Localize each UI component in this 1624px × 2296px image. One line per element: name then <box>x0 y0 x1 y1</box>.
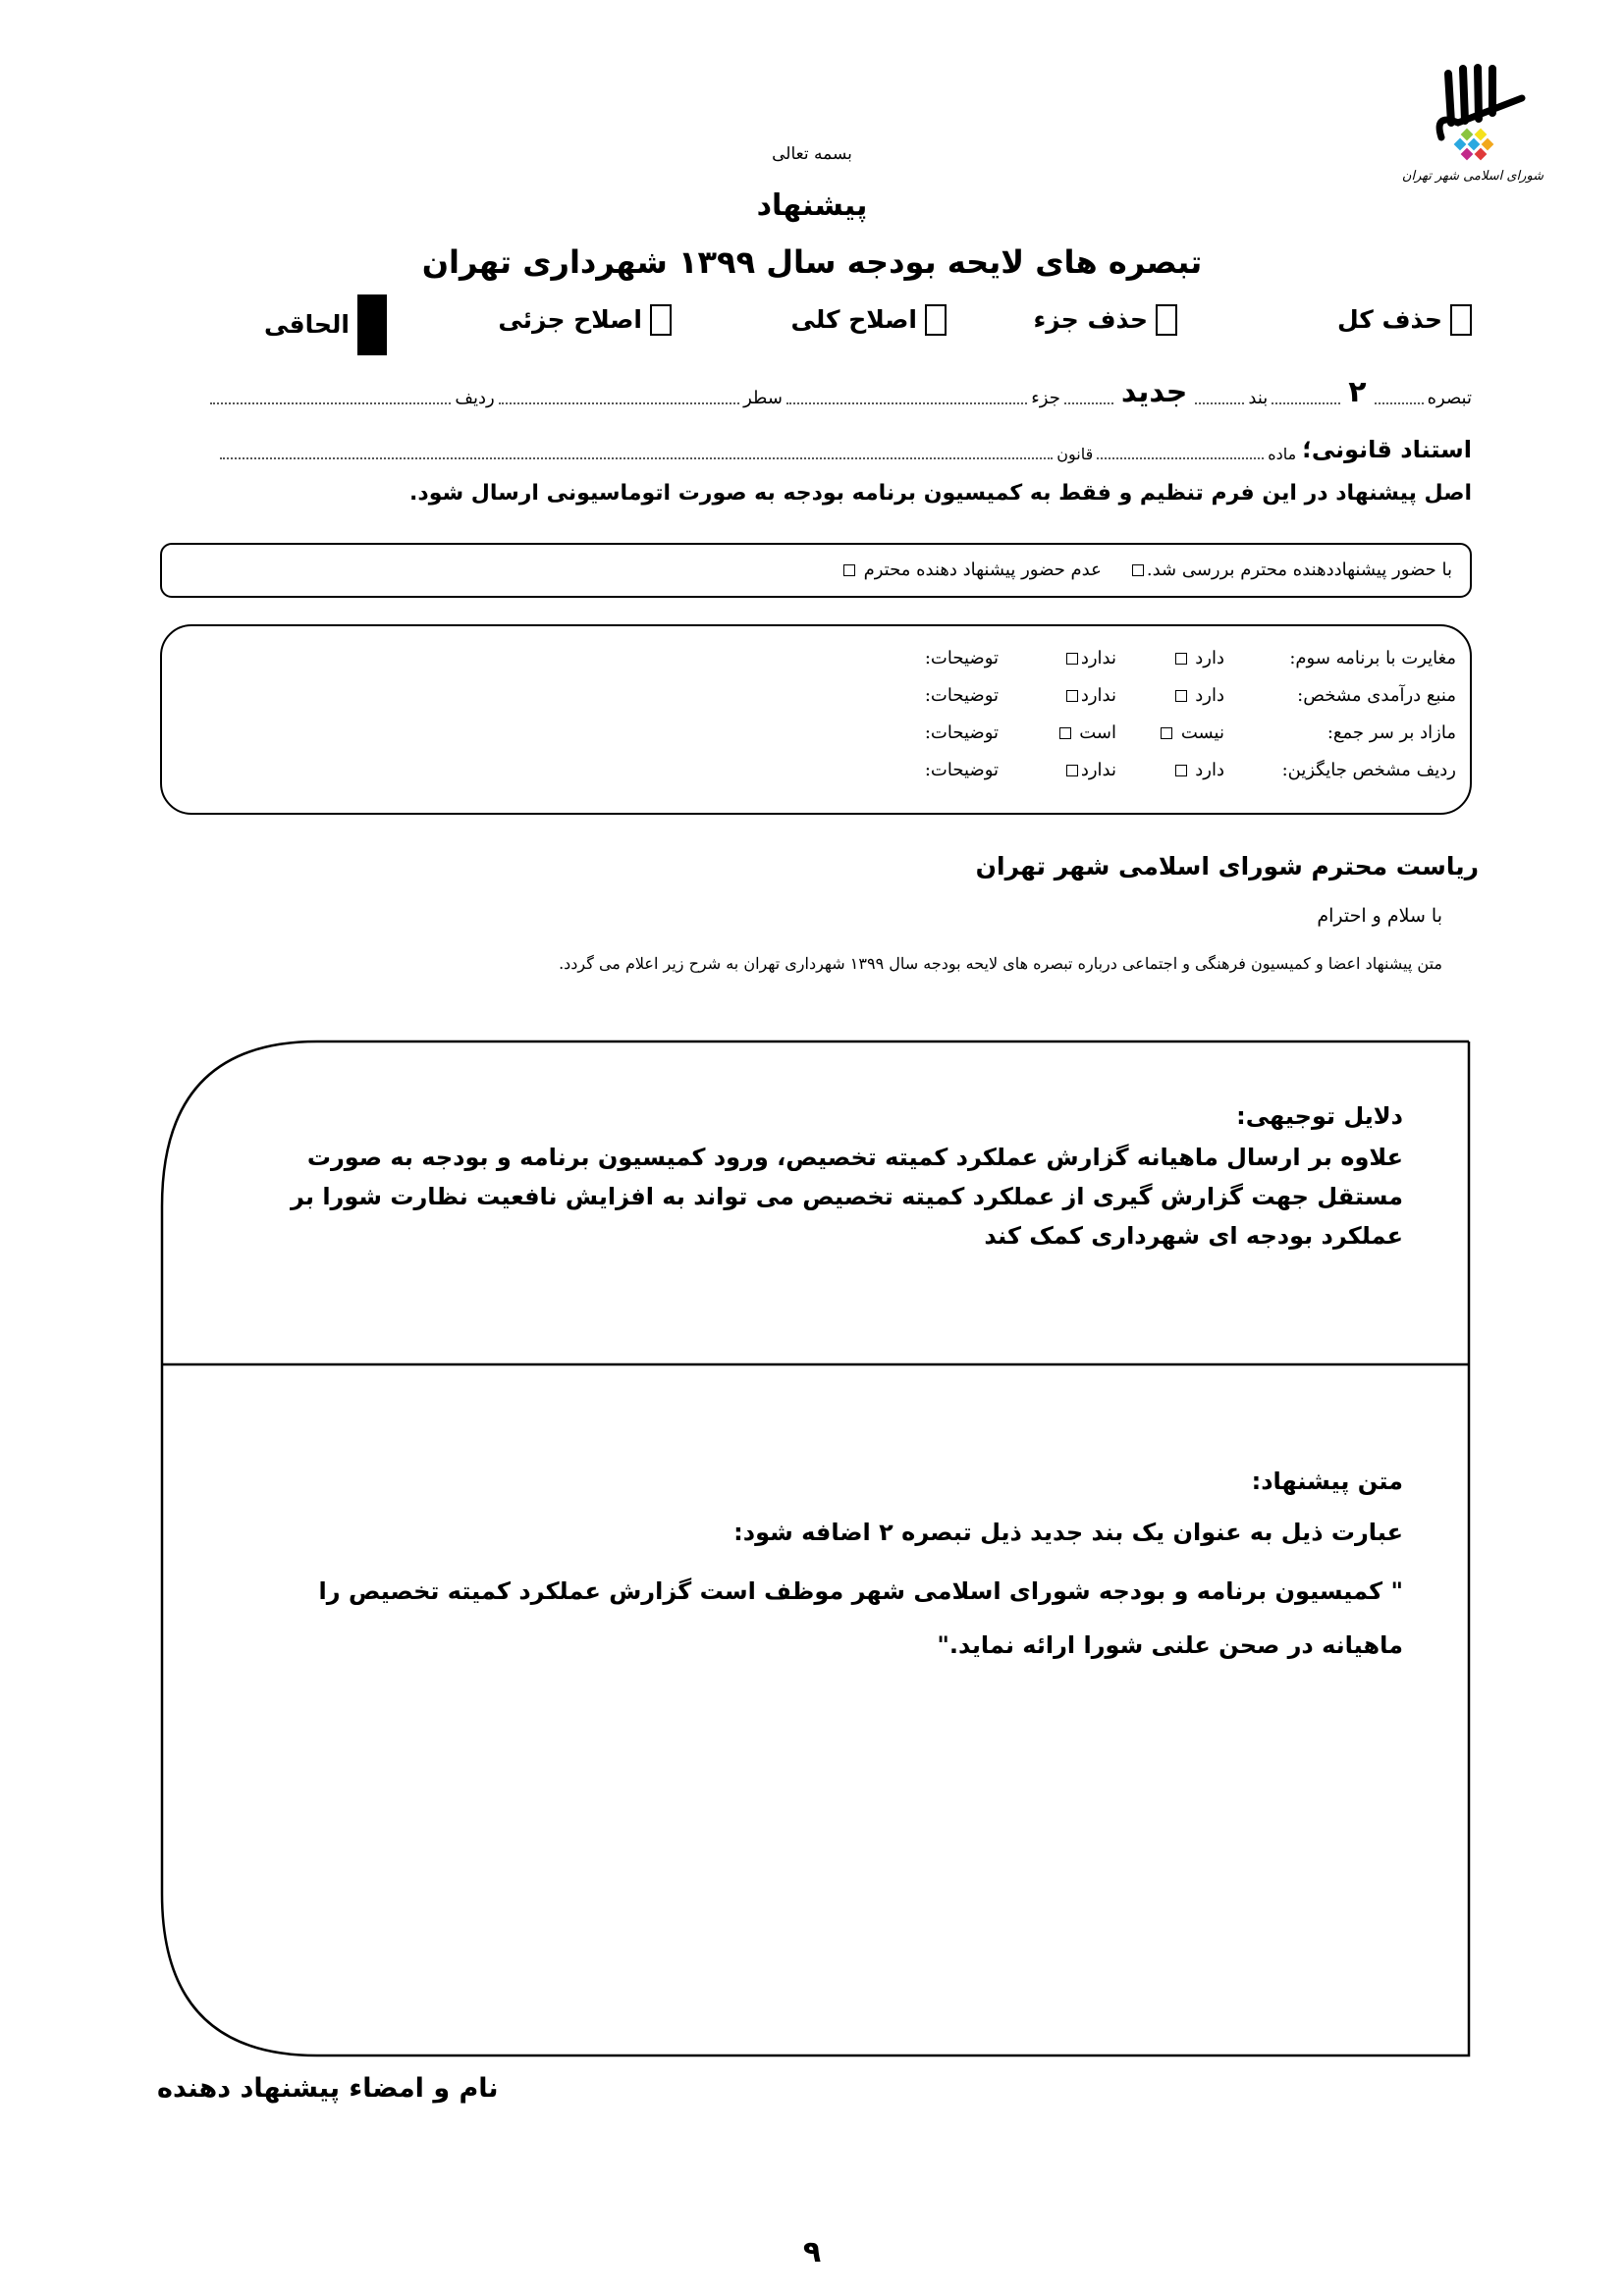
satr-label: سطر <box>743 388 783 408</box>
reference-row <box>206 371 1472 410</box>
checkbox-icon[interactable] <box>1132 564 1144 576</box>
radif-label: ردیف <box>455 388 495 408</box>
presence-without[interactable]: عدم حضور پیشنهاد دهنده محترم <box>840 558 1102 583</box>
option-delete-part[interactable] <box>1033 300 1177 340</box>
criteria-row: مازاد بر سر جمع: نیست است توضیحات: <box>924 722 1456 743</box>
logo-tile <box>1461 129 1474 141</box>
letter-address: ریاست محترم شورای اسلامی شهر تهران <box>975 852 1479 881</box>
checkbox-icon[interactable] <box>1161 727 1172 739</box>
checkbox-icon[interactable] <box>1156 304 1177 336</box>
checkbox-checked-icon[interactable] <box>357 294 387 355</box>
band-value[interactable]: جدید <box>1120 375 1188 409</box>
criteria-box <box>160 624 1472 815</box>
proposal-box <box>160 1040 1472 2057</box>
reasons-body: علاوه بر ارسال ماهیانه گزارش عملکرد کمیته تخصیص، ورود کمیسیون برنامه و بودجه به صورت مستقل جهت گزارش گیری از عملکرد کمیته تخصیص می تواند به افزایش نافعیت نظارت شورا بر عملکرد بودجه ای شهرداری کمک کند <box>291 1144 1403 1250</box>
option-amend-full[interactable] <box>791 300 947 340</box>
proposal-intro: عبارت ذیل به عنوان یک بند جدید ذیل تبصره ۲ اضافه شود: <box>733 1519 1403 1546</box>
checkbox-icon[interactable] <box>1450 304 1472 336</box>
proposal-text: " کمیسیون برنامه و بودجه شورای اسلامی شهر موظف است گزارش عملکرد کمیته تخصیص را ماهیانه در صحن علنی شورا ارائه نماید." <box>318 1577 1403 1659</box>
proposal-title: متن پیشنهاد: <box>1251 1468 1403 1495</box>
letter-greeting: با سلام و احترام <box>1317 905 1442 927</box>
option-label: حذف کل <box>1336 305 1442 334</box>
document-subtitle: تبصره های لایحه بودجه سال ۱۳۹۹ شهرداری تهران <box>421 243 1203 281</box>
basmala: بسمه تعالی <box>772 144 852 164</box>
option-amend-part[interactable] <box>498 300 672 340</box>
tabsare-value[interactable]: ۲ <box>1348 375 1367 409</box>
checkbox-icon[interactable] <box>843 564 855 576</box>
instruction-text: اصل پیشنهاد در این فرم تنظیم و فقط به کمیسیون برنامه بودجه به صورت اتوماسیونی ارسال شود. <box>409 481 1472 506</box>
reasons-title: دلایل توجیهی: <box>1236 1102 1403 1130</box>
option-addendum[interactable] <box>264 293 387 357</box>
checkbox-icon[interactable] <box>1066 653 1078 665</box>
joz-label: جزء <box>1031 388 1060 408</box>
joz-field[interactable] <box>786 402 1027 404</box>
option-delete-all[interactable] <box>1337 300 1472 340</box>
checkbox-icon[interactable] <box>1066 690 1078 702</box>
radif-field[interactable] <box>210 402 451 404</box>
madde-label: ماده <box>1268 445 1297 463</box>
satr-field[interactable] <box>499 402 739 404</box>
option-label: اصلاح جزئی <box>498 305 642 334</box>
criteria-row: مغایرت با برنامه سوم: دارد ندارد توضیحات: <box>924 648 1456 668</box>
signature-label: نام و امضاء پیشنهاد دهنده <box>157 2073 499 2104</box>
checkbox-icon[interactable] <box>925 304 947 336</box>
checkbox-icon[interactable] <box>1175 765 1187 776</box>
madde-field[interactable] <box>1097 457 1264 459</box>
band-label: بند <box>1248 388 1269 408</box>
option-label: حذف جزء <box>1033 305 1148 334</box>
document-title: پیشنهاد <box>756 188 868 223</box>
option-label: اصلاح کلی <box>790 305 917 334</box>
criteria-row: ردیف مشخص جایگزین: دارد ندارد توضیحات: <box>924 760 1456 780</box>
page-number: ۹ <box>802 2235 822 2269</box>
criteria-row: منبع درآمدی مشخص: دارد ندارد توضیحات: <box>924 685 1456 706</box>
presence-box <box>160 543 1472 598</box>
ghanoon-label: قانون <box>1056 445 1094 463</box>
legal-basis-label: استناد قانونی؛ <box>1302 436 1472 463</box>
legal-basis-row <box>216 428 1472 465</box>
option-label: الحاقی <box>263 310 350 339</box>
checkbox-icon[interactable] <box>1175 690 1187 702</box>
checkbox-icon[interactable] <box>1066 765 1078 776</box>
checkbox-icon[interactable] <box>1059 727 1071 739</box>
ghanoon-field[interactable] <box>220 457 1053 459</box>
checkbox-icon[interactable] <box>650 304 672 336</box>
presence-with[interactable]: با حضور پیشنهاددهنده محترم بررسی شد. <box>1129 558 1452 583</box>
logo-caption: شورای اسلامی شهر تهران <box>1401 169 1544 184</box>
letter-intro: متن پیشنهاد اعضا و کمیسیون فرهنگی و اجتماعی درباره تبصره های لایحه بودجه سال ۱۳۹۹ شهرداری تهران به شرح زیر اعلام می گردد. <box>559 954 1442 973</box>
logo-tile <box>1475 129 1488 141</box>
checkbox-icon[interactable] <box>1175 653 1187 665</box>
tabsare-label: تبصره <box>1427 388 1472 408</box>
